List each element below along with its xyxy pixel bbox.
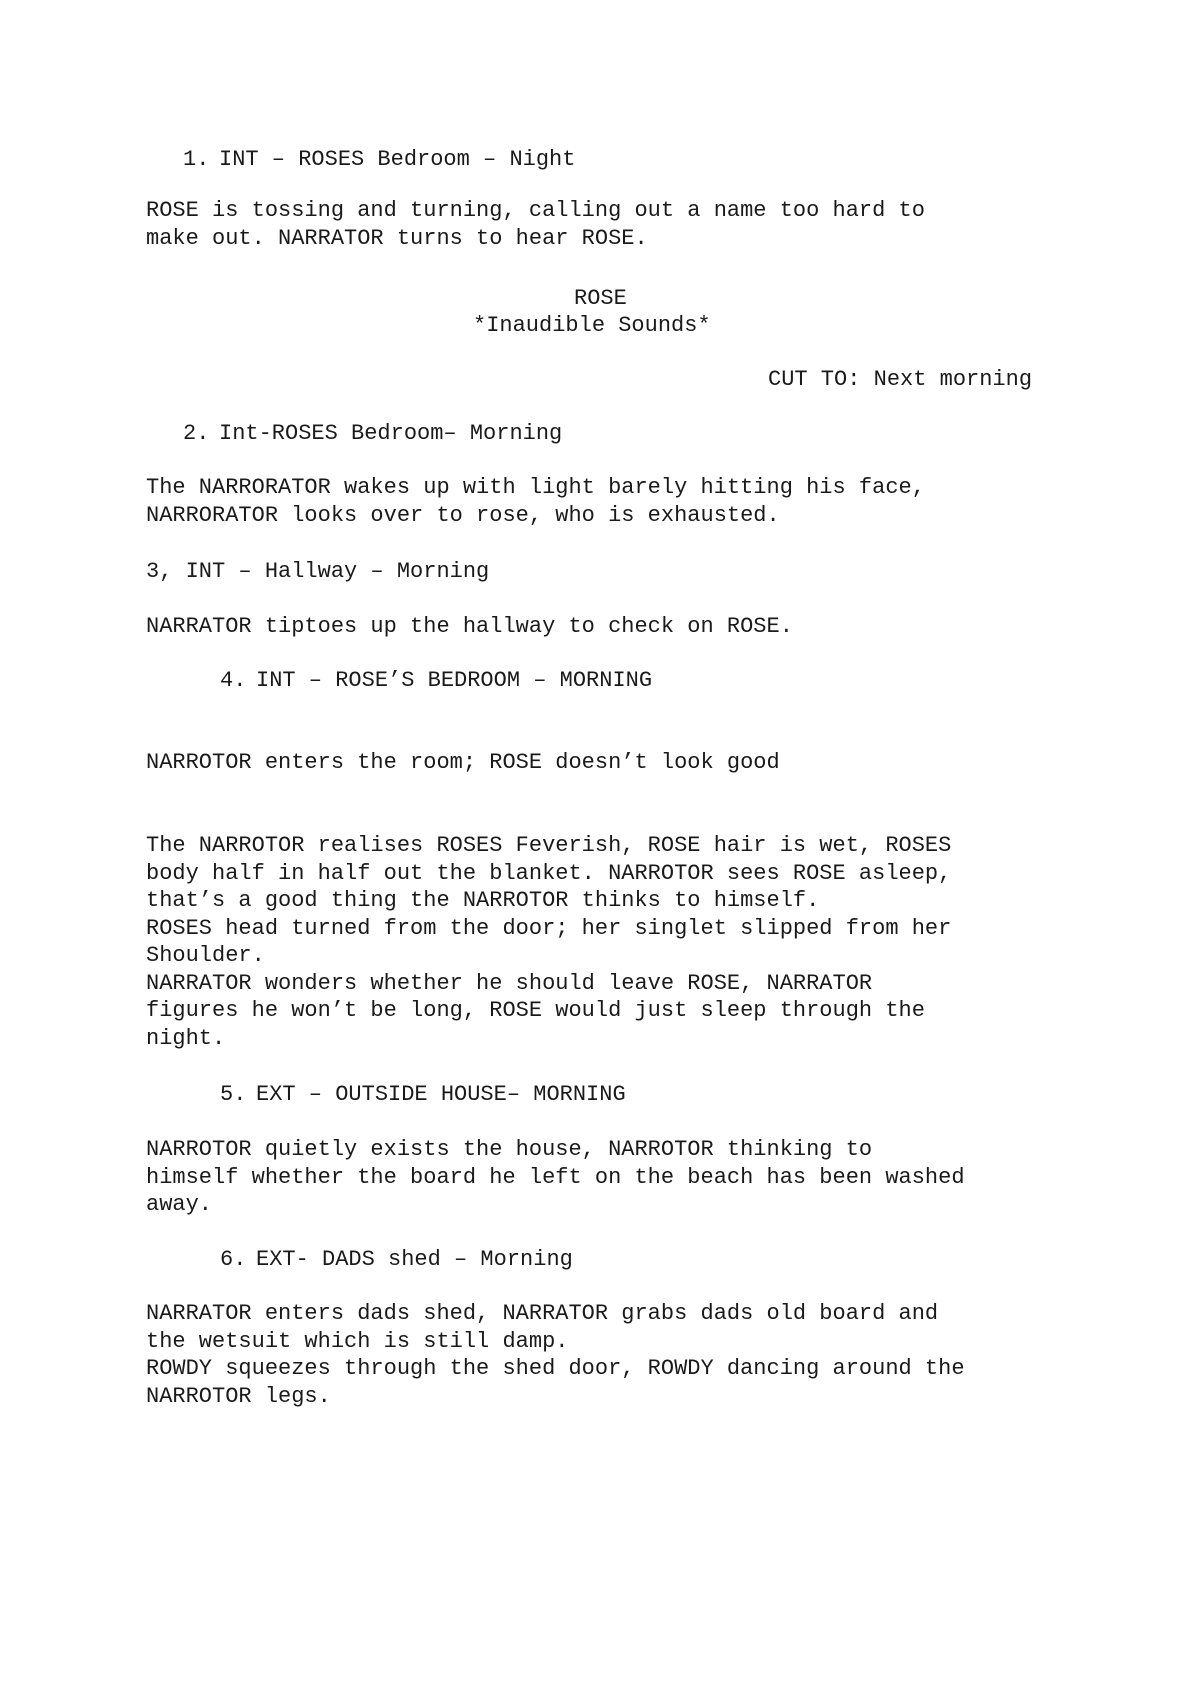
scene-number: 5. xyxy=(220,1082,247,1107)
action-text: NARRATOR enters dads shed, NARRATOR grabs dads old board and the wetsuit which is still damp. ROWDY squeezes through the shed door, ROWDY dancing around the NARROTOR legs. xyxy=(146,1301,965,1409)
scene-heading-text: INT – ROSE’S BEDROOM – MORNING xyxy=(256,668,653,693)
action-text: NARRATOR tiptoes up the hallway to check on ROSE. xyxy=(146,614,793,639)
scene-heading-text: Int-ROSES Bedroom– Morning xyxy=(219,421,563,446)
scene-heading xyxy=(220,1081,626,1109)
scene-number: 6. xyxy=(220,1247,247,1272)
transition-text: CUT TO: Next morning xyxy=(768,367,1033,392)
scene-heading: 3, INT – Hallway – Morning xyxy=(146,559,490,584)
scene-heading xyxy=(183,420,562,448)
action-text: NARROTOR enters the room; ROSE doesn’t look good xyxy=(146,750,780,775)
character-name: ROSE xyxy=(574,286,627,311)
action-text: ROSE is tossing and turning, calling out a name too hard to make out. NARRATOR turns to hear ROSE. xyxy=(146,198,925,251)
dialogue-text: *Inaudible Sounds* xyxy=(473,313,711,338)
scene-heading-text: EXT – OUTSIDE HOUSE– MORNING xyxy=(256,1082,626,1107)
action-text: The NARROTOR realises ROSES Feverish, ROSE hair is wet, ROSES body half in half out the blanket. NARROTOR sees ROSE asleep, that’s a good thing the NARROTOR thinks to himself. ROSES head turned from the door; her singlet slipped from her Shoulder. NARRATOR wonders whether he should leave ROSE, NARRATOR figures he won’t be long, ROSE would just sleep through the night. xyxy=(146,833,952,1051)
action-text: The NARRORATOR wakes up with light barely hitting his face, NARRORATOR looks over to rose, who is exhausted. xyxy=(146,475,925,528)
scene-heading xyxy=(183,146,575,174)
scene-number: 2. xyxy=(183,421,210,446)
scene-heading-text: INT – ROSES Bedroom – Night xyxy=(219,147,576,172)
scene-heading xyxy=(220,667,652,695)
scene-heading xyxy=(220,1246,573,1274)
scene-number: 4. xyxy=(220,668,247,693)
action-text: NARROTOR quietly exists the house, NARROTOR thinking to himself whether the board he left on the beach has been washed away. xyxy=(146,1137,965,1217)
scene-number: 1. xyxy=(183,147,210,172)
scene-heading-text: EXT- DADS shed – Morning xyxy=(256,1247,573,1272)
